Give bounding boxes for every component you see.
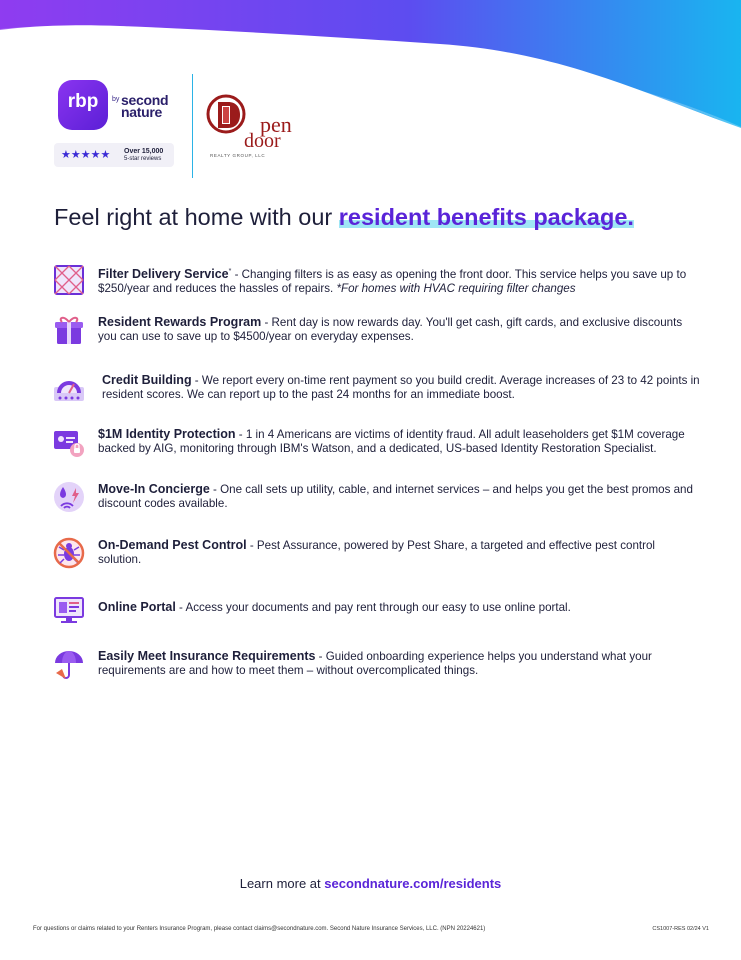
- no-pest-icon: [52, 536, 86, 570]
- benefit-insurance: [52, 647, 702, 687]
- filter-icon: [52, 263, 86, 297]
- umbrella-icon: [52, 647, 86, 681]
- benefit-online-portal-text: [98, 600, 698, 615]
- utilities-icon: [52, 480, 86, 514]
- page-title: [54, 204, 634, 231]
- benefit-resident-rewards-text: [98, 315, 698, 344]
- benefit-move-in-concierge: [52, 480, 702, 520]
- by-text: by: [112, 96, 120, 103]
- logo-divider: [192, 74, 193, 178]
- rating-count: Over 15,000: [124, 148, 164, 155]
- rbp-logo-text: rbp: [67, 91, 99, 112]
- credit-gauge-icon: [52, 371, 86, 405]
- benefit-move-in-concierge-text: [98, 482, 698, 511]
- page-title-lead: Feel right at home with our: [54, 204, 339, 230]
- rating-label: 5-star reviews: [124, 156, 162, 162]
- benefit-pest-control: [52, 536, 702, 576]
- benefit-filter-delivery-text: [98, 265, 698, 296]
- benefit-title: Filter Delivery Service: [98, 266, 229, 281]
- benefit-body: - 1 in 4 Americans are victims of identity fraud. All adult leaseholders get $1M coverage backed by AIG, monitoring through IBM's Watson, and a dedicated, US-based Identity Restoration Specialist.: [98, 428, 685, 455]
- open-door-pen-text: pen: [260, 112, 292, 137]
- stars-icon: ★★★★★: [61, 149, 111, 161]
- learn-more-label: Learn more at: [239, 876, 325, 891]
- benefit-sup: *: [228, 268, 232, 275]
- benefit-resident-rewards: [52, 313, 702, 353]
- second-nature-logo-text: second nature: [121, 92, 169, 120]
- learn-more: [0, 876, 741, 891]
- open-door-subtitle: REALTY GROUP, LLC: [210, 153, 266, 158]
- document-code: CS1007-RES 02/24 V1: [652, 926, 709, 932]
- rbp-logo: [58, 80, 108, 130]
- benefit-insurance-text: [98, 649, 698, 678]
- gift-icon: [52, 313, 86, 347]
- benefit-title: Easily Meet Insurance Requirements: [98, 649, 316, 663]
- benefit-body: - Rent day is now rewards day. You'll get cash, gift cards, and exclusive discounts you can use to save up to $4500/year on everyday expenses.: [98, 316, 683, 343]
- learn-more-link[interactable]: secondnature.com/residents: [324, 876, 502, 891]
- benefit-online-portal: [52, 592, 702, 632]
- page-title-highlight: resident benefits package.: [338, 204, 634, 230]
- benefit-credit-building-text: [102, 373, 702, 402]
- monitor-icon: [52, 592, 86, 626]
- benefit-identity-protection: [52, 425, 702, 465]
- benefit-credit-building: [52, 371, 702, 411]
- identity-card-icon: [52, 425, 86, 459]
- benefit-title: Resident Rewards Program: [98, 315, 262, 329]
- benefit-note: *For homes with HVAC requiring filter changes: [336, 281, 576, 295]
- benefit-filter-delivery: [52, 263, 702, 303]
- benefit-pest-control-text: [98, 538, 698, 567]
- benefit-body: - Pest Assurance, powered by Pest Share, a targeted and effective pest control solution.: [98, 539, 656, 566]
- footer-disclaimer: For questions or claims related to your Renters Insurance Program, please contact claims@secondnature.com. Second Nature Insurance Services, LLC. (NPN 20224621): [33, 926, 486, 932]
- benefit-body: - We report every on-time rent payment so you build credit. Average increases of 23 to 42 points in resident scores. We can report up to the past 24 months for an immediate boost.: [102, 374, 700, 401]
- benefit-title: Credit Building: [102, 373, 192, 387]
- logo-area: [54, 74, 314, 178]
- benefit-title: Online Portal: [98, 600, 176, 614]
- benefit-body: - Access your documents and pay rent through our easy to use online portal.: [175, 601, 571, 614]
- benefit-title: Move-In Concierge: [98, 482, 210, 496]
- benefit-title: On-Demand Pest Control: [98, 538, 247, 552]
- benefit-title: $1M Identity Protection: [98, 427, 236, 441]
- rating-badge: [54, 143, 174, 167]
- benefit-identity-protection-text: [98, 427, 698, 456]
- benefit-body: - One call sets up utility, cable, and internet services – and helps you get the best promos and discount codes available.: [98, 483, 693, 510]
- benefit-body: - Guided onboarding experience helps you understand what your requirements are and how to meet them – without overcomplicated things.: [98, 650, 652, 677]
- open-door-door-text: door: [244, 130, 281, 152]
- benefit-body: - Changing filters is as easy as opening the front door. This service helps you save up to $250/year and reduces the hassles of repairs.: [98, 267, 687, 295]
